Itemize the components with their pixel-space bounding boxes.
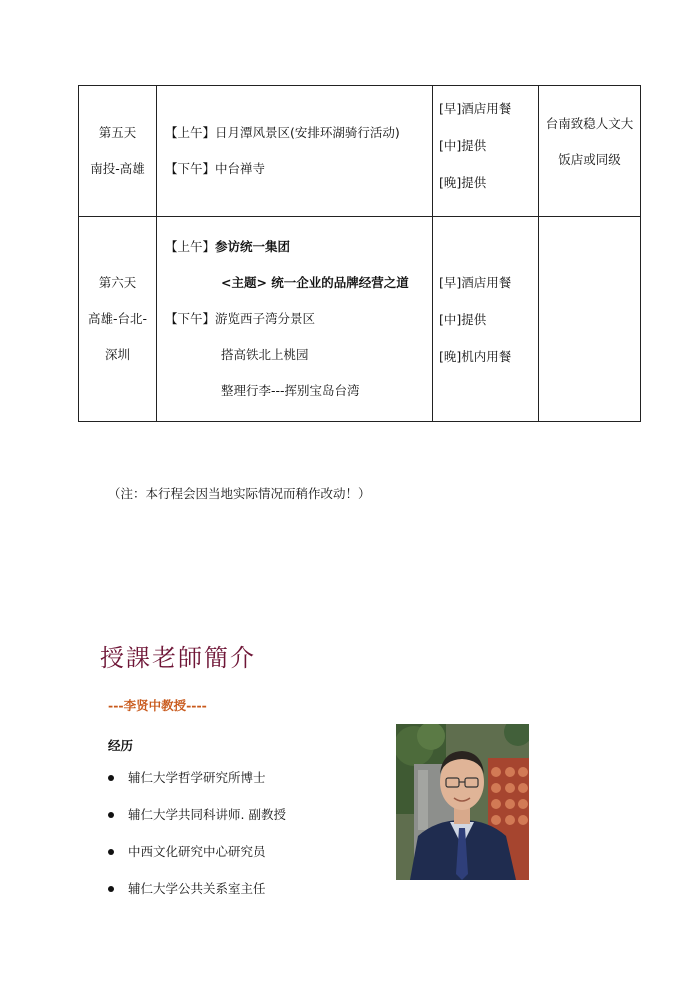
experience-text: 辅仁大学共同科讲师. 副教授	[128, 807, 286, 822]
list-item	[108, 840, 286, 877]
route-label: 南投-高雄	[90, 161, 145, 176]
teacher-name: ---李贤中教授----	[108, 698, 207, 713]
route-label: 高雄-台北-	[87, 311, 148, 326]
experience-list	[108, 766, 286, 914]
meal-lunch: [中]提供	[439, 311, 487, 327]
itinerary-row-day5	[79, 86, 641, 217]
meal-breakfast: [早]酒店用餐	[439, 101, 512, 116]
plan-morning-label: 【上午】	[165, 239, 216, 254]
meal-breakfast: [早]酒店用餐	[439, 274, 512, 290]
bullet-icon	[108, 849, 114, 855]
section-title: 授課老師簡介	[100, 644, 256, 672]
day-label: 第六天	[98, 275, 137, 290]
experience-heading: 经历	[108, 738, 134, 753]
route-label-cont: 深圳	[104, 347, 130, 362]
bullet-icon	[108, 886, 114, 892]
plan-afternoon: 【下午】游览西子湾分景区	[165, 311, 316, 326]
day-label: 第五天	[98, 125, 137, 140]
list-item	[108, 877, 286, 914]
plan-pack: 整理行李---挥别宝岛台湾	[221, 383, 360, 398]
hotel-line-1: 台南致稳人文大	[545, 116, 634, 131]
plan-cell	[157, 86, 433, 217]
meal-dinner: [晚]机内用餐	[439, 348, 512, 364]
meal-cell	[433, 86, 539, 217]
hotel-cell-empty	[539, 217, 641, 422]
bullet-icon	[108, 812, 114, 818]
experience-text: 辅仁大学哲学研究所博士	[128, 770, 266, 785]
plan-train: 搭高铁北上桃园	[221, 347, 309, 362]
meal-dinner: [晚]提供	[439, 175, 487, 190]
list-item	[108, 766, 286, 803]
plan-cell	[157, 217, 433, 422]
plan-morning: 【上午】日月潭风景区(安排环湖骑行活动)	[165, 125, 400, 140]
hotel-line-2: 饭店或同级	[558, 152, 621, 167]
teacher-portrait	[396, 724, 529, 880]
day-cell	[79, 217, 157, 422]
experience-text: 中西文化研究中心研究员	[128, 844, 266, 859]
itinerary-note: （注：本行程会因当地实际情况而稍作改动！）	[108, 486, 371, 501]
meal-lunch: [中]提供	[439, 138, 487, 153]
day-cell	[79, 86, 157, 217]
plan-morning-text: 参访统一集团	[215, 239, 291, 254]
list-item	[108, 803, 286, 840]
plan-morning	[165, 229, 432, 265]
experience-text: 辅仁大学公共关系室主任	[128, 881, 266, 896]
itinerary-row-day6	[79, 217, 641, 422]
itinerary-table	[78, 85, 641, 422]
plan-theme: <主题> 统一企业的品牌经营之道	[221, 275, 409, 290]
plan-afternoon: 【下午】中台禅寺	[165, 161, 266, 176]
hotel-cell	[539, 86, 641, 217]
bullet-icon	[108, 775, 114, 781]
meal-cell	[433, 217, 539, 422]
portrait-illustration	[396, 724, 529, 880]
